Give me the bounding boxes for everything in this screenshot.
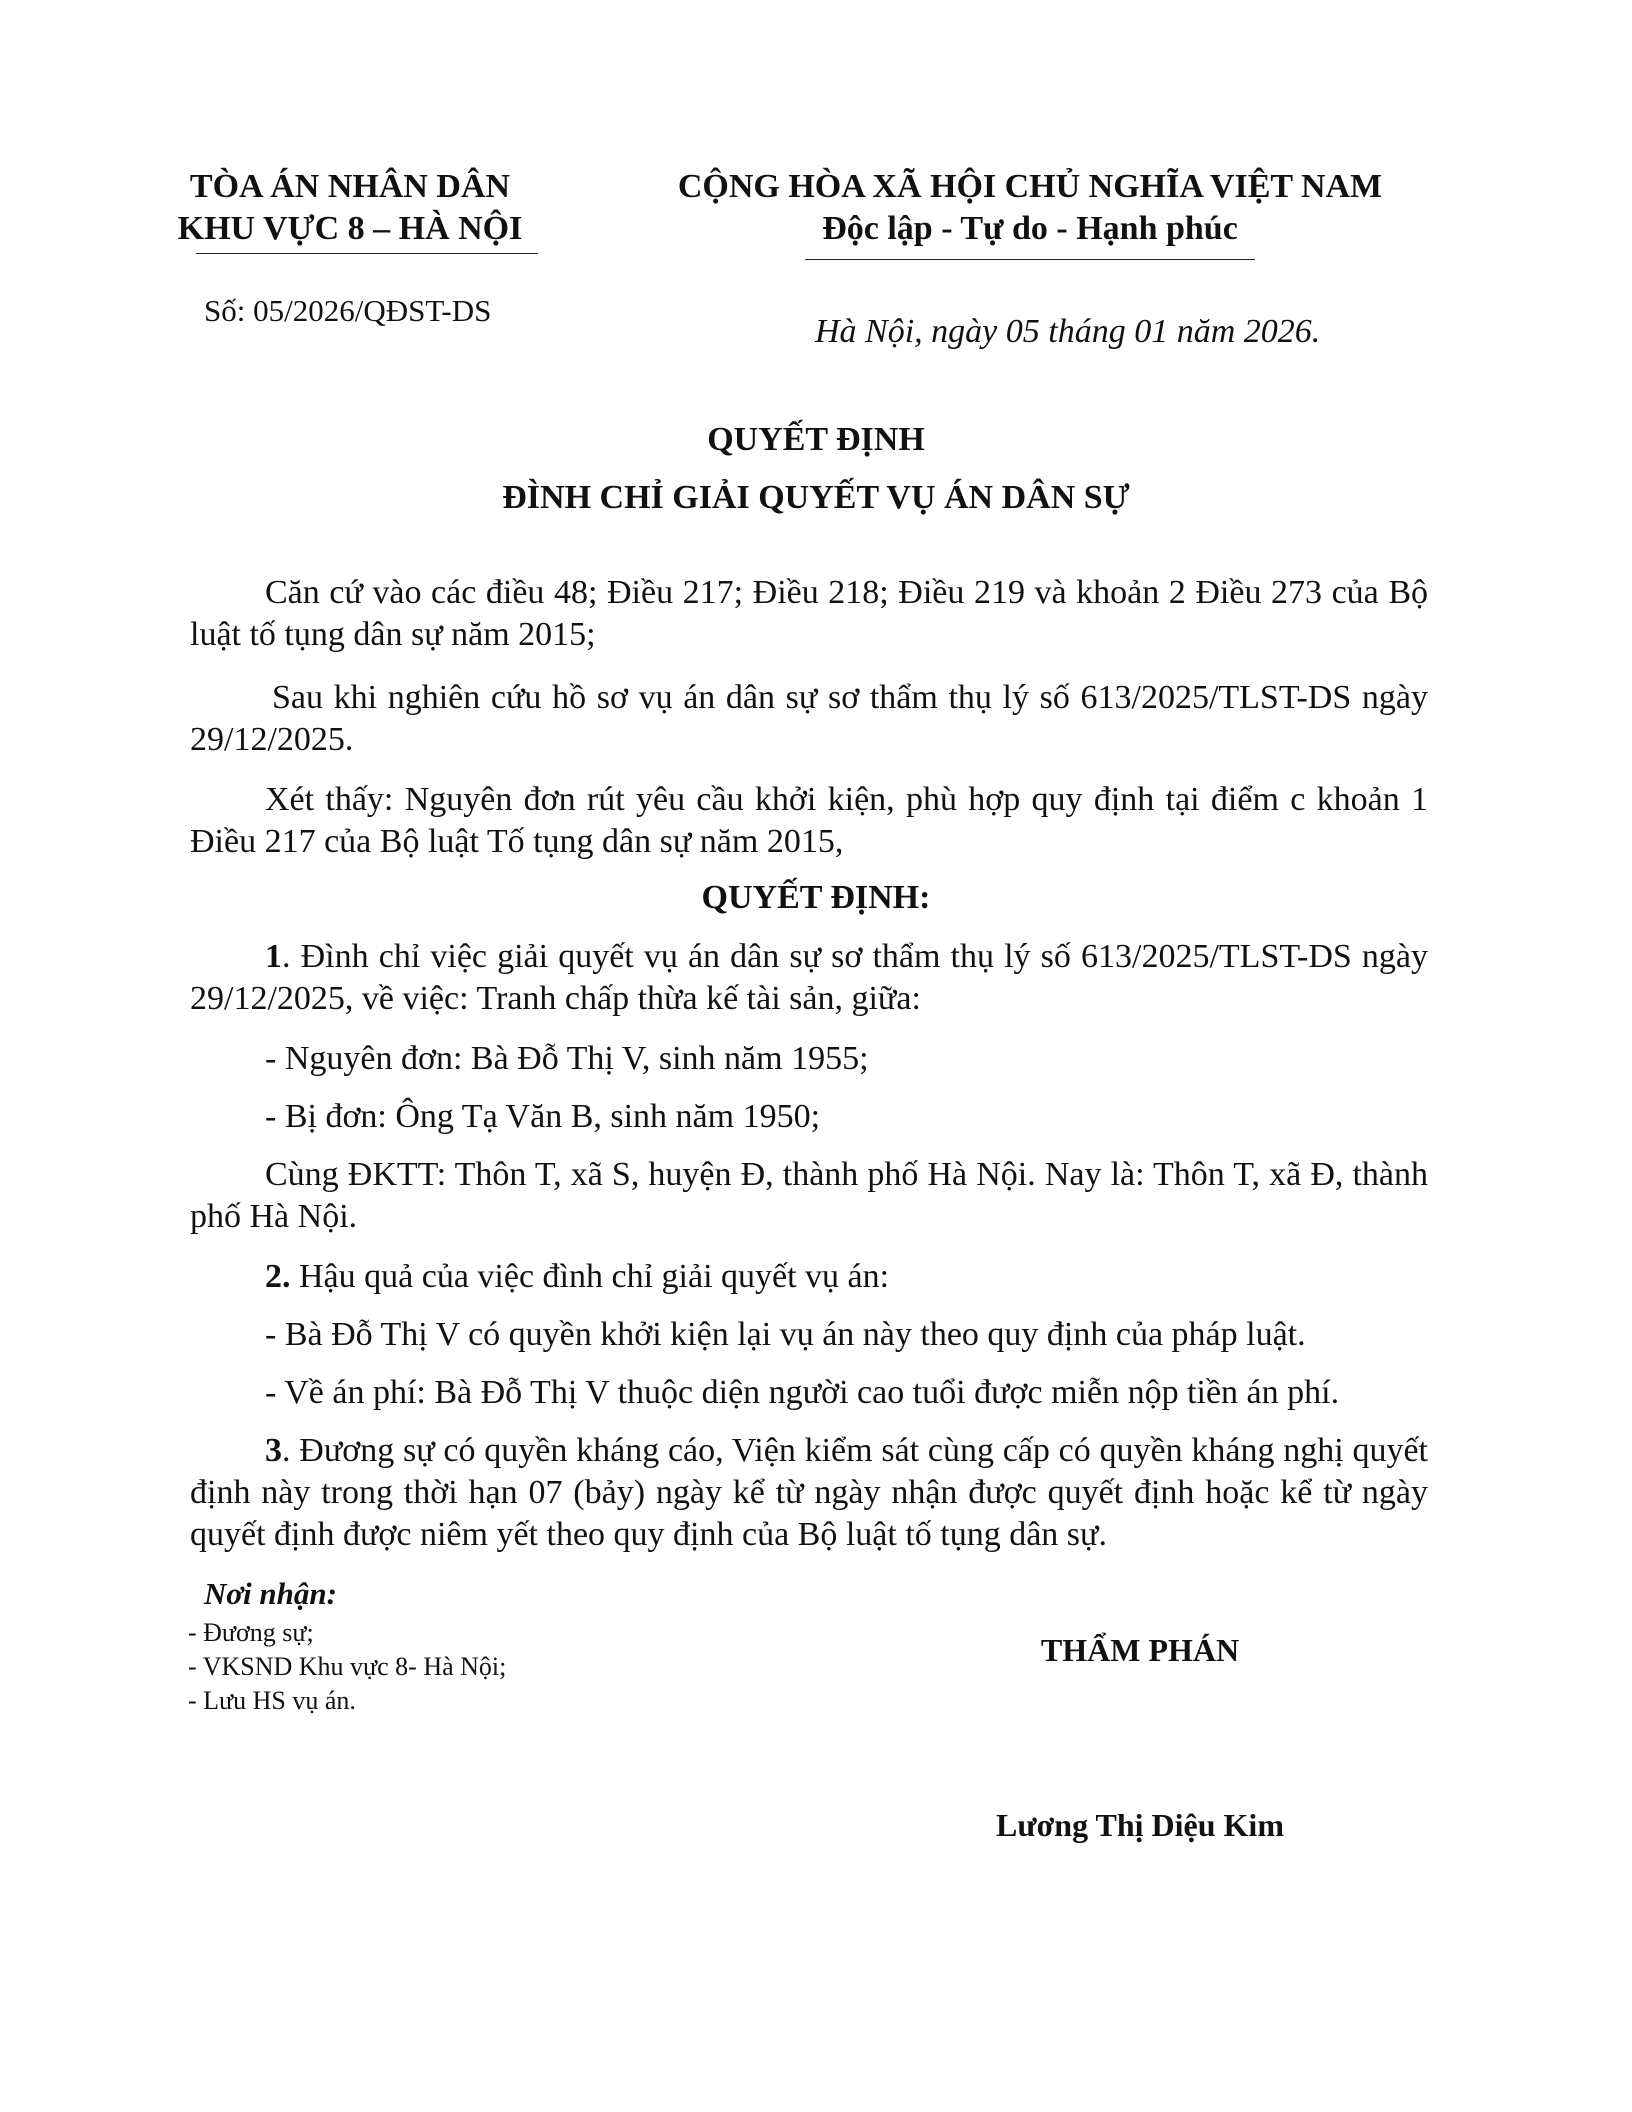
preamble-legal-basis: Căn cứ vào các điều 48; Điều 217; Điều 218; Điều 219 và khoản 2 Điều 273 của Bộ luật tố tụng dân sự năm 2015; (190, 574, 1428, 653)
recipient-item: - Lưu HS vụ án. (188, 1686, 356, 1715)
court-line-2: KHU VỰC 8 – HÀ NỘI (177, 210, 523, 247)
nation-motto (630, 166, 1430, 250)
document-date: Hà Nội, ngày 05 tháng 01 năm 2026. (815, 313, 1321, 350)
consequence-2: - Về án phí: Bà Đỗ Thị V thuộc diện người cao tuổi được miễn nộp tiền án phí. (265, 1374, 1340, 1411)
court-line-1: TÒA ÁN NHÂN DÂN (189, 168, 511, 205)
decision-item-3 (190, 1430, 1428, 1556)
decision-item-1 (190, 936, 1428, 1020)
preamble-case-review: Sau khi nghiên cứu hồ sơ vụ án dân sự sơ thẩm thụ lý số 613/2025/TLST-DS ngày 29/12/2025. (190, 679, 1428, 758)
decision-heading: QUYẾT ĐỊNH: (701, 879, 931, 916)
recipient-item: - Đương sự; (188, 1618, 314, 1647)
signer-name: Lương Thị Diệu Kim (996, 1807, 1284, 1843)
recipients-list (188, 1616, 506, 1718)
decision-item-3-text: . Đương sự có quyền kháng cáo, Viện kiểm sát cùng cấp có quyền kháng nghị quyết định này trong thời hạn 07 (bảy) ngày kể từ ngày nhận được quyết định hoặc kể từ ngày quyết định được niêm yết theo quy định của Bộ luật tố tụng dân sự. (190, 1432, 1428, 1553)
nation-line-1: CỘNG HÒA XÃ HỘI CHỦ NGHĨA VIỆT NAM (677, 168, 1383, 205)
court-name (150, 166, 550, 250)
document-number: Số: 05/2026/QĐST-DS (204, 293, 492, 328)
defendant-line: - Bị đơn: Ông Tạ Văn B, sinh năm 1950; (265, 1098, 821, 1135)
decision-item-2-number: 2. (265, 1258, 291, 1295)
signer-role: THẨM PHÁN (1040, 1632, 1240, 1668)
recipients-heading: Nơi nhận: (204, 1576, 337, 1611)
decision-item-3-number: 3 (265, 1432, 282, 1469)
address-line: Cùng ĐKTT: Thôn T, xã S, huyện Đ, thành phố Hà Nội. Nay là: Thôn T, xã Đ, thành phố Hà Nội. (190, 1156, 1428, 1235)
title-line-2: ĐÌNH CHỈ GIẢI QUYẾT VỤ ÁN DÂN SỰ (502, 479, 1130, 516)
decision-item-1-text: . Đình chỉ việc giải quyết vụ án dân sự sơ thẩm thụ lý số 613/2025/TLST-DS ngày 29/12/2025, về việc: Tranh chấp thừa kế tài sản, giữa: (190, 938, 1428, 1017)
consequence-1: - Bà Đỗ Thị V có quyền khởi kiện lại vụ án này theo quy định của pháp luật. (265, 1316, 1306, 1353)
decision-item-1-number: 1 (265, 938, 282, 975)
motto-underline (805, 259, 1255, 260)
preamble-consideration: Xét thấy: Nguyên đơn rút yêu cầu khởi kiện, phù hợp quy định tại điểm c khoản 1 Điều 217 của Bộ luật Tố tụng dân sự năm 2015, (190, 781, 1428, 860)
court-underline (196, 253, 538, 254)
decision-item-2 (190, 1256, 1428, 1298)
title-line-1: QUYẾT ĐỊNH (707, 421, 925, 458)
nation-line-2: Độc lập - Tự do - Hạnh phúc (822, 210, 1238, 247)
decision-item-2-text: Hậu quả của việc đình chỉ giải quyết vụ án: (290, 1258, 890, 1295)
plaintiff-line: - Nguyên đơn: Bà Đỗ Thị V, sinh năm 1955; (265, 1040, 869, 1077)
recipient-item: - VKSND Khu vực 8- Hà Nội; (188, 1652, 507, 1681)
